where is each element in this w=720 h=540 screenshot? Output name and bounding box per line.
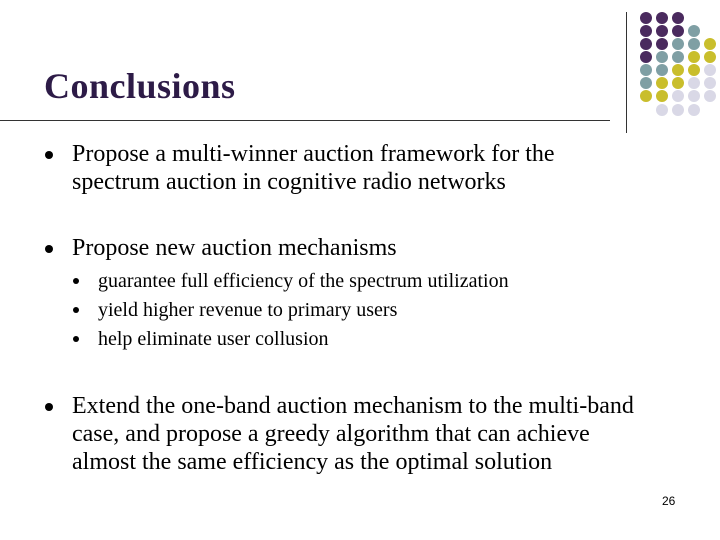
decor-dot xyxy=(656,25,668,37)
bullet-icon xyxy=(45,151,53,159)
decor-dot xyxy=(688,25,700,37)
decor-dot xyxy=(672,25,684,37)
decor-dot xyxy=(688,38,700,50)
sub-bullet-icon xyxy=(73,336,79,342)
decor-dot xyxy=(640,77,652,89)
decor-dot xyxy=(704,90,716,102)
bullet-line: spectrum auction in cognitive radio networks xyxy=(72,169,506,195)
decor-dot xyxy=(704,64,716,76)
decor-dot xyxy=(688,64,700,76)
bullet-line: Extend the one-band auction mechanism to the multi-band xyxy=(72,393,634,419)
sub-bullet-text: yield higher revenue to primary users xyxy=(98,299,398,321)
bullet-text xyxy=(72,140,692,196)
bullet-icon xyxy=(45,403,53,411)
decor-dot xyxy=(688,77,700,89)
decor-dot xyxy=(672,77,684,89)
decor-dot xyxy=(688,90,700,102)
decor-dot xyxy=(640,38,652,50)
decor-dot xyxy=(672,38,684,50)
decor-dot xyxy=(704,38,716,50)
decor-dot xyxy=(656,104,668,116)
decor-dot xyxy=(656,51,668,63)
sub-bullet-text: guarantee full efficiency of the spectrum utilization xyxy=(98,270,509,292)
decor-dot xyxy=(640,90,652,102)
decor-dot xyxy=(656,77,668,89)
decor-dot xyxy=(672,51,684,63)
decor-dot xyxy=(688,104,700,116)
bullet-line: Propose new auction mechanisms xyxy=(72,235,397,261)
decorative-dot-grid xyxy=(0,0,720,140)
decor-dot xyxy=(656,90,668,102)
decor-dot xyxy=(704,77,716,89)
bullet-icon xyxy=(45,245,53,253)
bullet-text xyxy=(72,392,692,476)
sub-bullet-icon xyxy=(73,278,79,284)
sub-bullet-icon xyxy=(73,307,79,313)
decor-dot xyxy=(704,51,716,63)
bullet-line: case, and propose a greedy algorithm that can achieve xyxy=(72,421,590,447)
slide-title: Conclusions xyxy=(44,66,236,106)
page-number: 26 xyxy=(662,494,676,508)
bullet-text xyxy=(72,234,692,262)
decor-dot xyxy=(672,90,684,102)
decor-dot xyxy=(640,12,652,24)
decor-dot xyxy=(640,64,652,76)
decor-dot xyxy=(640,51,652,63)
bullet-line: Propose a multi-winner auction framework for the xyxy=(72,141,555,167)
bullet-line: almost the same efficiency as the optimal solution xyxy=(72,449,553,475)
sub-bullet-text: help eliminate user collusion xyxy=(98,328,329,350)
decor-dot xyxy=(672,104,684,116)
decor-dot xyxy=(672,64,684,76)
decor-dot xyxy=(656,12,668,24)
decor-dot xyxy=(688,51,700,63)
decor-dot xyxy=(640,25,652,37)
decor-dot xyxy=(656,64,668,76)
decor-dot xyxy=(672,12,684,24)
decor-dot xyxy=(656,38,668,50)
